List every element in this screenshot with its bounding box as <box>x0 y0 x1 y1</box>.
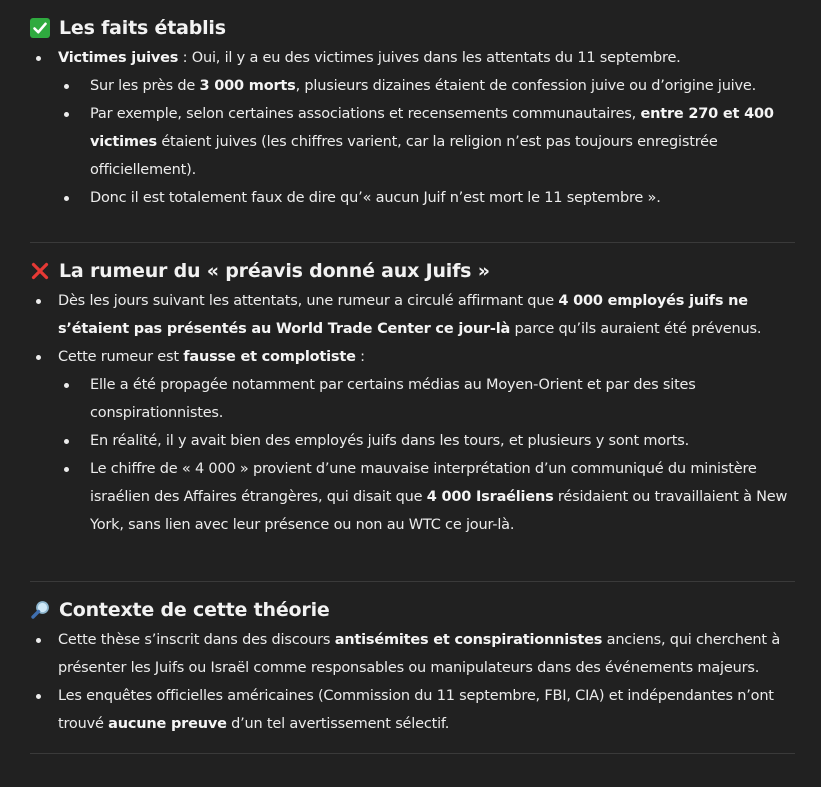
list-item <box>30 626 795 682</box>
text-run: Dès les jours suivant les attentats, une rumeur a circulé affirmant que <box>58 293 559 309</box>
sub-bullet-list <box>58 72 795 212</box>
section-title: Contexte de cette théorie <box>59 599 330 621</box>
list-item <box>30 682 795 738</box>
bold-text: antisémites et conspirationnistes <box>334 632 603 648</box>
bold-text: fausse et complotiste <box>183 349 356 365</box>
section-title: Les faits établis <box>59 17 226 39</box>
text-run: d’un tel avertissement sélectif. <box>226 716 450 732</box>
list-item <box>30 287 795 343</box>
bullet-list <box>30 626 795 738</box>
list-item <box>30 44 795 212</box>
sub-list-item <box>58 184 795 212</box>
text-run: , plusieurs dizaines étaient de confession juive ou d’origine juive. <box>295 78 757 94</box>
magnifying-glass-icon <box>30 600 50 620</box>
text-run: résidaient ou travaillaient à New York, sans lien avec leur présence ou non au WTC ce jour-là. <box>90 489 788 533</box>
section-heading <box>30 594 795 626</box>
bold-text: aucune preuve <box>108 716 227 732</box>
bold-text: 4 000 Israéliens <box>426 489 554 505</box>
text-run: Sur les près de <box>90 78 200 94</box>
list-item <box>30 343 795 539</box>
text-run: : <box>355 349 365 365</box>
bullet-list <box>30 44 795 212</box>
section-heading <box>30 12 795 44</box>
text-run: Donc il est totalement faux de dire qu’« aucun Juif n’est mort le 11 septembre ». <box>90 190 661 206</box>
text-run: Cette thèse s’inscrit dans des discours <box>58 632 335 648</box>
sub-list-item <box>58 455 795 539</box>
bold-text: Victimes juives <box>58 50 179 66</box>
section-title: La rumeur du « préavis donné aux Juifs » <box>59 260 490 282</box>
section-rumor <box>30 243 795 581</box>
sub-bullet-list <box>58 371 795 539</box>
text-run: Le chiffre de « 4 000 » provient d’une mauvaise interprétation d’un communiqué du ministère israélien des Affaires étrangères, qui disait que <box>90 461 757 505</box>
text-run: En réalité, il y avait bien des employés juifs dans les tours, et plusieurs y sont morts. <box>90 433 689 449</box>
section-context <box>30 582 795 754</box>
text-run: Elle a été propagée notamment par certains médias au Moyen-Orient et par des sites conspirationnistes. <box>90 377 696 421</box>
sub-list-item <box>58 427 795 455</box>
text-run: Les enquêtes officielles américaines (Commission du 11 septembre, FBI, CIA) et indépendantes n’ont trouvé <box>58 688 774 732</box>
text-run: étaient juives (les chiffres varient, car la religion n’est pas toujours enregistrée officiellement). <box>90 134 718 178</box>
section-heading <box>30 255 795 287</box>
bold-text: 3 000 morts <box>199 78 296 94</box>
sub-list-item <box>58 371 795 427</box>
text-run: Par exemple, selon certaines associations et recensements communautaires, <box>90 106 641 122</box>
text-run: Cette rumeur est <box>58 349 184 365</box>
text-run: : Oui, il y a eu des victimes juives dans les attentats du 11 septembre. <box>178 50 681 66</box>
sub-list-item <box>58 100 795 184</box>
section-established-facts <box>30 0 795 242</box>
bold-text: entre 270 et 400 victimes <box>90 106 774 150</box>
divider <box>30 753 795 754</box>
bold-text: 4 000 employés juifs ne s’étaient pas présentés au World Trade Center ce jour-là <box>58 293 748 337</box>
text-run: anciens, qui cherchent à présenter les Juifs ou Israël comme responsables ou manipulateurs dans des événements majeurs. <box>58 632 780 676</box>
check-mark-icon <box>30 18 50 38</box>
text-run: parce qu’ils auraient été prévenus. <box>510 321 762 337</box>
bullet-list <box>30 287 795 539</box>
sub-list-item <box>58 72 795 100</box>
cross-mark-icon <box>30 261 50 281</box>
